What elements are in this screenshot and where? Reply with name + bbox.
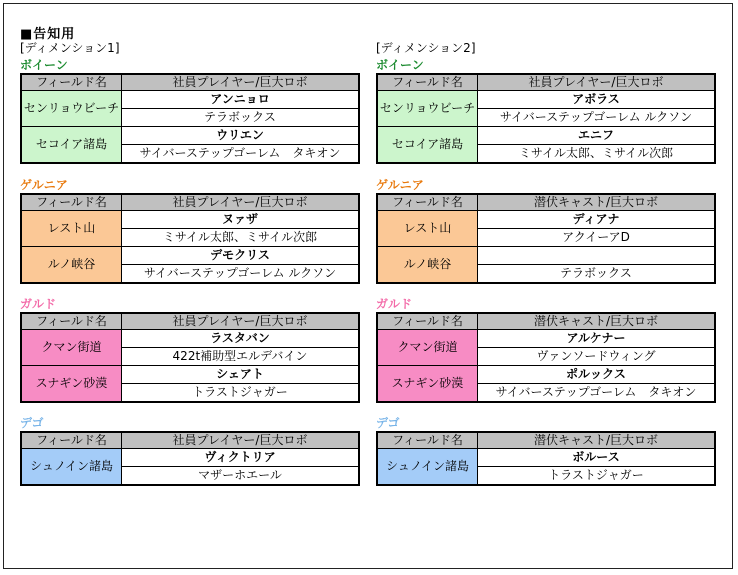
robot-cell: サイバーステップゴーレム タキオン [122, 145, 360, 164]
pilot-cell: ポルックス [478, 366, 716, 384]
table-header-row [21, 74, 359, 91]
table-row [21, 211, 359, 229]
pilot-cell: ディアナ [478, 211, 716, 229]
table-row [21, 91, 359, 109]
region-section [376, 415, 716, 486]
region-name: デゴ [376, 416, 400, 430]
robot-cell: ミサイル太郎、ミサイル次郎 [122, 229, 360, 247]
section-gap [20, 164, 360, 177]
table-header-row [377, 74, 715, 91]
section-gap [376, 164, 716, 177]
header-unit: 社員プレイヤー/巨大ロボ [122, 432, 360, 449]
table-row [377, 91, 715, 109]
robot-cell: ミサイル太郎、ミサイル次郎 [478, 145, 716, 164]
field-name-cell: クマン街道 [21, 330, 122, 366]
field-name-cell: シュノイン諸島 [21, 449, 122, 486]
robot-cell: トラストジャガー [122, 384, 360, 403]
pilot-cell: アルケナー [478, 330, 716, 348]
pilot-cell: ウリエン [122, 127, 360, 145]
table-row [21, 127, 359, 145]
table-row [377, 330, 715, 348]
header-unit: 社員プレイヤー/巨大ロボ [122, 194, 360, 211]
pilot-cell: ヌァザ [122, 211, 360, 229]
header-field-name: フィールド名 [21, 74, 122, 91]
field-name-cell: クマン街道 [377, 330, 478, 366]
header-unit: 潜伏キャスト/巨大ロボ [478, 313, 716, 330]
region-section [376, 57, 716, 164]
table-header-row [21, 313, 359, 330]
table-header-row [377, 313, 715, 330]
pilot-cell: ヴィクトリア [122, 449, 360, 467]
header-field-name: フィールド名 [21, 194, 122, 211]
table-header-row [21, 194, 359, 211]
region-name: ガルド [376, 297, 413, 311]
header-unit: 社員プレイヤー/巨大ロボ [478, 74, 716, 91]
field-name-cell: セコイア諸島 [377, 127, 478, 164]
header-field-name: フィールド名 [377, 74, 478, 91]
robot-cell: テラボックス [478, 265, 716, 284]
table-row [21, 366, 359, 384]
pilot-cell: エニフ [478, 127, 716, 145]
table-row [377, 449, 715, 467]
robot-cell: 422t補助型エルデバイン [122, 348, 360, 366]
pilot-cell: アボラス [478, 91, 716, 109]
table-row [377, 366, 715, 384]
robot-cell: トラストジャガー [478, 467, 716, 486]
robot-cell: サイバーステップゴーレム ルクソン [478, 109, 716, 127]
table-row [21, 449, 359, 467]
region-name: ゲルニア [376, 178, 424, 192]
table-header-row [377, 194, 715, 211]
field-name-cell: セコイア諸島 [21, 127, 122, 164]
table-row [377, 211, 715, 229]
field-name-cell: センリョウビーチ [21, 91, 122, 127]
region-name: ボイーン [20, 58, 68, 72]
header-field-name: フィールド名 [377, 432, 478, 449]
section-gap [20, 403, 360, 415]
region-name: ゲルニア [20, 178, 68, 192]
header-field-name: フィールド名 [377, 313, 478, 330]
pilot-cell: アンニョロ [122, 91, 360, 109]
section-gap [376, 284, 716, 296]
region-section [20, 296, 360, 403]
dimension-1-column [20, 40, 360, 486]
robot-cell: ヴァンソードウィング [478, 348, 716, 366]
robot-cell: サイバーステップゴーレム タキオン [478, 384, 716, 403]
field-table [20, 312, 360, 403]
field-name-cell: センリョウビーチ [377, 91, 478, 127]
dimension-label: [ディメンション1] [20, 41, 120, 55]
field-name-cell: レスト山 [21, 211, 122, 247]
robot-cell: サイバーステップゴーレム ルクソン [122, 265, 360, 284]
field-name-cell: シュノイン諸島 [377, 449, 478, 486]
field-table [20, 193, 360, 284]
region-section [20, 415, 360, 486]
header-unit: 潜伏キャスト/巨大ロボ [478, 432, 716, 449]
robot-cell: アクイーアD [478, 229, 716, 247]
field-table [376, 431, 716, 486]
field-table [20, 73, 360, 164]
table-header-row [377, 432, 715, 449]
region-name: ボイーン [376, 58, 424, 72]
page-title: ■告知用 [20, 27, 76, 42]
section-gap [20, 284, 360, 296]
region-section [376, 296, 716, 403]
pilot-cell: シェアト [122, 366, 360, 384]
table-row [21, 247, 359, 265]
robot-cell: マザーホエール [122, 467, 360, 486]
field-name-cell: ルノ峡谷 [377, 247, 478, 284]
pilot-cell: ラスタバン [122, 330, 360, 348]
dimension-2-column [376, 40, 716, 486]
robot-cell: テラボックス [122, 109, 360, 127]
field-table [20, 431, 360, 486]
pilot-cell [478, 247, 716, 265]
region-name: デゴ [20, 416, 44, 430]
region-name: ガルド [20, 297, 57, 311]
pilot-cell: デモクリス [122, 247, 360, 265]
field-name-cell: スナギン砂漠 [377, 366, 478, 403]
field-table [376, 73, 716, 164]
field-name-cell: スナギン砂漠 [21, 366, 122, 403]
table-row [377, 247, 715, 265]
header-unit: 社員プレイヤー/巨大ロボ [122, 74, 360, 91]
field-table [376, 193, 716, 284]
field-name-cell: ルノ峡谷 [21, 247, 122, 284]
section-gap [376, 403, 716, 415]
table-header-row [21, 432, 359, 449]
pilot-cell: ボルース [478, 449, 716, 467]
header-unit: 社員プレイヤー/巨大ロボ [122, 313, 360, 330]
header-unit: 潜伏キャスト/巨大ロボ [478, 194, 716, 211]
region-section [20, 177, 360, 284]
table-row [21, 330, 359, 348]
field-table [376, 312, 716, 403]
header-field-name: フィールド名 [21, 313, 122, 330]
table-row [377, 127, 715, 145]
field-name-cell: レスト山 [377, 211, 478, 247]
region-section [376, 177, 716, 284]
header-field-name: フィールド名 [21, 432, 122, 449]
header-field-name: フィールド名 [377, 194, 478, 211]
region-section [20, 57, 360, 164]
dimension-label: [ディメンション2] [376, 41, 476, 55]
